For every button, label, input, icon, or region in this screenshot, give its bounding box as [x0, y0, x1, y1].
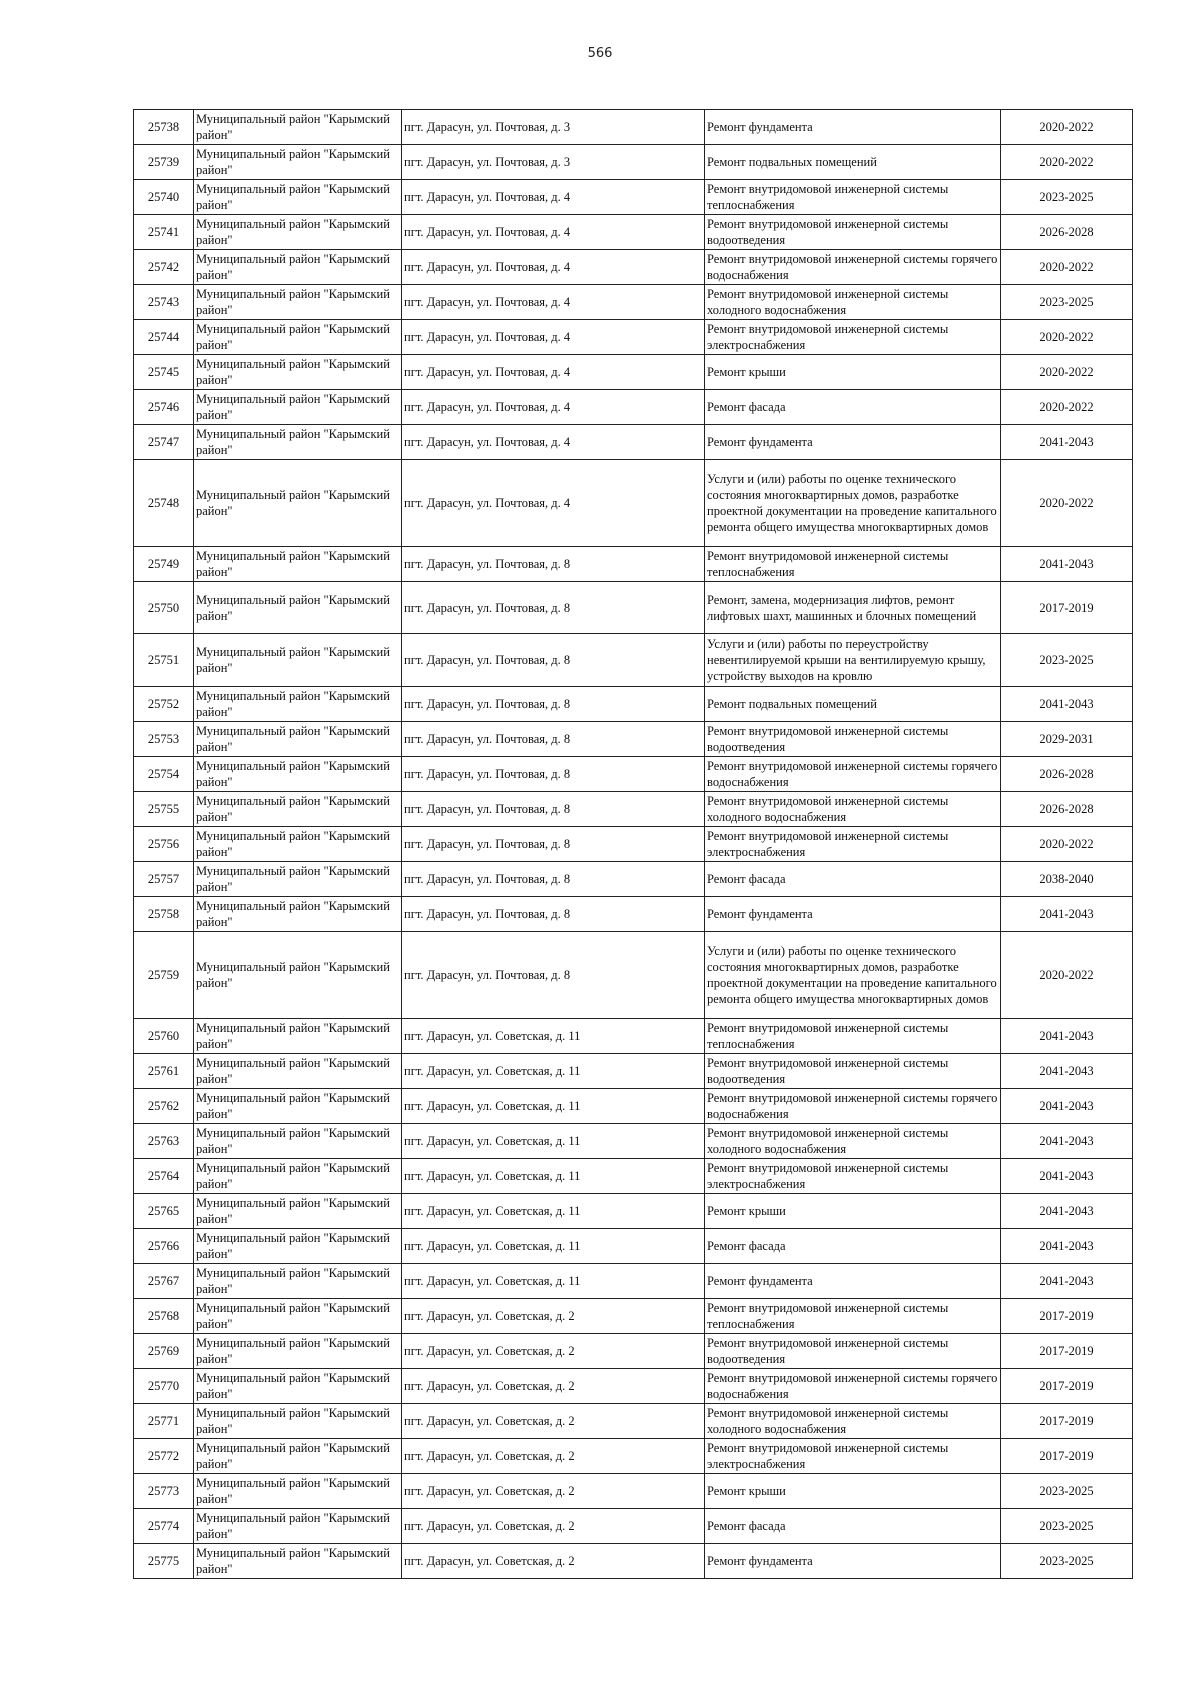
- work-type-cell: Ремонт фасада: [705, 1509, 1001, 1544]
- table-row: [134, 1229, 1133, 1264]
- row-number: 25748: [134, 460, 194, 547]
- address-cell: пгт. Дарасун, ул. Почтовая, д. 8: [402, 862, 705, 897]
- period-cell: 2038-2040: [1001, 862, 1133, 897]
- period-cell: 2020-2022: [1001, 110, 1133, 145]
- row-number: 25765: [134, 1194, 194, 1229]
- address-cell: пгт. Дарасун, ул. Почтовая, д. 8: [402, 792, 705, 827]
- table-row: [134, 1334, 1133, 1369]
- address-cell: пгт. Дарасун, ул. Почтовая, д. 3: [402, 110, 705, 145]
- table-row: [134, 634, 1133, 687]
- work-type-cell: Ремонт внутридомовой инженерной системы горячего водоснабжения: [705, 757, 1001, 792]
- work-type-cell: Ремонт внутридомовой инженерной системы водоотведения: [705, 1054, 1001, 1089]
- period-cell: 2023-2025: [1001, 634, 1133, 687]
- period-cell: 2023-2025: [1001, 1474, 1133, 1509]
- row-number: 25743: [134, 285, 194, 320]
- table-row: [134, 722, 1133, 757]
- table-row: [134, 1159, 1133, 1194]
- table-row: [134, 320, 1133, 355]
- row-number: 25756: [134, 827, 194, 862]
- municipality-cell: Муниципальный район "Карымский район": [194, 1474, 402, 1509]
- municipality-cell: Муниципальный район "Карымский район": [194, 1544, 402, 1579]
- table-row: [134, 582, 1133, 634]
- period-cell: 2041-2043: [1001, 1264, 1133, 1299]
- municipality-cell: Муниципальный район "Карымский район": [194, 722, 402, 757]
- work-type-cell: Ремонт внутридомовой инженерной системы горячего водоснабжения: [705, 250, 1001, 285]
- municipality-cell: Муниципальный район "Карымский район": [194, 862, 402, 897]
- work-type-cell: Ремонт фундамента: [705, 1544, 1001, 1579]
- period-cell: 2041-2043: [1001, 425, 1133, 460]
- row-number: 25772: [134, 1439, 194, 1474]
- address-cell: пгт. Дарасун, ул. Советская, д. 11: [402, 1159, 705, 1194]
- work-type-cell: Ремонт подвальных помещений: [705, 145, 1001, 180]
- table-row: [134, 180, 1133, 215]
- row-number: 25744: [134, 320, 194, 355]
- work-type-cell: Ремонт внутридомовой инженерной системы электроснабжения: [705, 1439, 1001, 1474]
- work-type-cell: Услуги и (или) работы по оценке технического состояния многоквартирных домов, разработке проектной документации на проведение капитального ремонта общего имущества многоквартирных домов: [705, 460, 1001, 547]
- row-number: 25747: [134, 425, 194, 460]
- work-type-cell: Ремонт внутридомовой инженерной системы холодного водоснабжения: [705, 285, 1001, 320]
- municipality-cell: Муниципальный район "Карымский район": [194, 1439, 402, 1474]
- address-cell: пгт. Дарасун, ул. Советская, д. 11: [402, 1089, 705, 1124]
- table-row: [134, 1369, 1133, 1404]
- municipality-cell: Муниципальный район "Карымский район": [194, 355, 402, 390]
- address-cell: пгт. Дарасун, ул. Советская, д. 11: [402, 1054, 705, 1089]
- period-cell: 2017-2019: [1001, 1404, 1133, 1439]
- row-number: 25751: [134, 634, 194, 687]
- municipality-cell: Муниципальный район "Карымский район": [194, 1159, 402, 1194]
- period-cell: 2020-2022: [1001, 460, 1133, 547]
- municipality-cell: Муниципальный район "Карымский район": [194, 897, 402, 932]
- table-row: [134, 1299, 1133, 1334]
- period-cell: 2026-2028: [1001, 792, 1133, 827]
- address-cell: пгт. Дарасун, ул. Почтовая, д. 4: [402, 285, 705, 320]
- table-row: [134, 897, 1133, 932]
- page-number: 566: [587, 46, 613, 61]
- row-number: 25767: [134, 1264, 194, 1299]
- table-row: [134, 250, 1133, 285]
- address-cell: пгт. Дарасун, ул. Почтовая, д. 8: [402, 582, 705, 634]
- municipality-cell: Муниципальный район "Карымский район": [194, 827, 402, 862]
- address-cell: пгт. Дарасун, ул. Почтовая, д. 8: [402, 827, 705, 862]
- municipality-cell: Муниципальный район "Карымский район": [194, 425, 402, 460]
- table-row: [134, 425, 1133, 460]
- address-cell: пгт. Дарасун, ул. Почтовая, д. 4: [402, 215, 705, 250]
- work-type-cell: Ремонт внутридомовой инженерной системы холодного водоснабжения: [705, 792, 1001, 827]
- row-number: 25769: [134, 1334, 194, 1369]
- work-type-cell: Ремонт внутридомовой инженерной системы теплоснабжения: [705, 1299, 1001, 1334]
- work-type-cell: Услуги и (или) работы по оценке технического состояния многоквартирных домов, разработке проектной документации на проведение капитального ремонта общего имущества многоквартирных домов: [705, 932, 1001, 1019]
- municipality-cell: Муниципальный район "Карымский район": [194, 460, 402, 547]
- address-cell: пгт. Дарасун, ул. Советская, д. 2: [402, 1509, 705, 1544]
- period-cell: 2020-2022: [1001, 390, 1133, 425]
- address-cell: пгт. Дарасун, ул. Почтовая, д. 4: [402, 250, 705, 285]
- row-number: 25745: [134, 355, 194, 390]
- work-type-cell: Ремонт внутридомовой инженерной системы холодного водоснабжения: [705, 1124, 1001, 1159]
- work-type-cell: Ремонт подвальных помещений: [705, 687, 1001, 722]
- municipality-cell: Муниципальный район "Карымский район": [194, 1019, 402, 1054]
- address-cell: пгт. Дарасун, ул. Почтовая, д. 8: [402, 932, 705, 1019]
- table-row: [134, 1019, 1133, 1054]
- municipality-cell: Муниципальный район "Карымский район": [194, 215, 402, 250]
- row-number: 25754: [134, 757, 194, 792]
- municipality-cell: Муниципальный район "Карымский район": [194, 792, 402, 827]
- table-row: [134, 827, 1133, 862]
- period-cell: 2041-2043: [1001, 1229, 1133, 1264]
- work-type-cell: Услуги и (или) работы по переустройству невентилируемой крыши на вентилируемую крышу, устройству выходов на кровлю: [705, 634, 1001, 687]
- row-number: 25738: [134, 110, 194, 145]
- period-cell: 2023-2025: [1001, 1544, 1133, 1579]
- row-number: 25740: [134, 180, 194, 215]
- table-row: [134, 547, 1133, 582]
- address-cell: пгт. Дарасун, ул. Советская, д. 2: [402, 1544, 705, 1579]
- address-cell: пгт. Дарасун, ул. Советская, д. 11: [402, 1019, 705, 1054]
- table-row: [134, 862, 1133, 897]
- address-cell: пгт. Дарасун, ул. Почтовая, д. 4: [402, 460, 705, 547]
- row-number: 25771: [134, 1404, 194, 1439]
- work-type-cell: Ремонт внутридомовой инженерной системы водоотведения: [705, 1334, 1001, 1369]
- row-number: 25742: [134, 250, 194, 285]
- row-number: 25749: [134, 547, 194, 582]
- row-number: 25758: [134, 897, 194, 932]
- period-cell: 2041-2043: [1001, 897, 1133, 932]
- period-cell: 2020-2022: [1001, 932, 1133, 1019]
- address-cell: пгт. Дарасун, ул. Советская, д. 11: [402, 1124, 705, 1159]
- row-number: 25763: [134, 1124, 194, 1159]
- municipality-cell: Муниципальный район "Карымский район": [194, 145, 402, 180]
- address-cell: пгт. Дарасун, ул. Почтовая, д. 4: [402, 355, 705, 390]
- municipality-cell: Муниципальный район "Карымский район": [194, 320, 402, 355]
- table-row: [134, 932, 1133, 1019]
- municipality-cell: Муниципальный район "Карымский район": [194, 1299, 402, 1334]
- table-row: [134, 145, 1133, 180]
- work-type-cell: Ремонт внутридомовой инженерной системы горячего водоснабжения: [705, 1369, 1001, 1404]
- address-cell: пгт. Дарасун, ул. Советская, д. 2: [402, 1474, 705, 1509]
- period-cell: 2017-2019: [1001, 582, 1133, 634]
- row-number: 25755: [134, 792, 194, 827]
- municipality-cell: Муниципальный район "Карымский район": [194, 687, 402, 722]
- period-cell: 2020-2022: [1001, 355, 1133, 390]
- table-row: [134, 460, 1133, 547]
- address-cell: пгт. Дарасун, ул. Почтовая, д. 8: [402, 634, 705, 687]
- address-cell: пгт. Дарасун, ул. Советская, д. 11: [402, 1194, 705, 1229]
- municipality-cell: Муниципальный район "Карымский район": [194, 1054, 402, 1089]
- address-cell: пгт. Дарасун, ул. Почтовая, д. 4: [402, 180, 705, 215]
- period-cell: 2023-2025: [1001, 180, 1133, 215]
- work-type-cell: Ремонт внутридомовой инженерной системы водоотведения: [705, 215, 1001, 250]
- period-cell: 2020-2022: [1001, 145, 1133, 180]
- row-number: 25770: [134, 1369, 194, 1404]
- table-row: [134, 1194, 1133, 1229]
- address-cell: пгт. Дарасун, ул. Советская, д. 2: [402, 1369, 705, 1404]
- period-cell: 2017-2019: [1001, 1299, 1133, 1334]
- municipality-cell: Муниципальный район "Карымский район": [194, 582, 402, 634]
- municipality-cell: Муниципальный район "Карымский район": [194, 634, 402, 687]
- row-number: 25746: [134, 390, 194, 425]
- row-number: 25752: [134, 687, 194, 722]
- work-type-cell: Ремонт фундамента: [705, 1264, 1001, 1299]
- address-cell: пгт. Дарасун, ул. Почтовая, д. 8: [402, 897, 705, 932]
- work-type-cell: Ремонт фундамента: [705, 110, 1001, 145]
- table-row: [134, 355, 1133, 390]
- table-row: [134, 1264, 1133, 1299]
- period-cell: 2029-2031: [1001, 722, 1133, 757]
- municipality-cell: Муниципальный район "Карымский район": [194, 547, 402, 582]
- address-cell: пгт. Дарасун, ул. Почтовая, д. 8: [402, 722, 705, 757]
- table-row: [134, 1474, 1133, 1509]
- address-cell: пгт. Дарасун, ул. Советская, д. 2: [402, 1334, 705, 1369]
- table-row: [134, 1439, 1133, 1474]
- work-type-cell: Ремонт внутридомовой инженерной системы холодного водоснабжения: [705, 1404, 1001, 1439]
- period-cell: 2041-2043: [1001, 1054, 1133, 1089]
- address-cell: пгт. Дарасун, ул. Советская, д. 11: [402, 1264, 705, 1299]
- table-row: [134, 215, 1133, 250]
- municipality-cell: Муниципальный район "Карымский район": [194, 1334, 402, 1369]
- row-number: 25759: [134, 932, 194, 1019]
- address-cell: пгт. Дарасун, ул. Советская, д. 2: [402, 1439, 705, 1474]
- work-type-cell: Ремонт внутридомовой инженерной системы электроснабжения: [705, 320, 1001, 355]
- table-row: [134, 110, 1133, 145]
- period-cell: 2041-2043: [1001, 1194, 1133, 1229]
- table-row: [134, 1124, 1133, 1159]
- period-cell: 2020-2022: [1001, 250, 1133, 285]
- municipality-cell: Муниципальный район "Карымский район": [194, 1404, 402, 1439]
- work-type-cell: Ремонт крыши: [705, 1474, 1001, 1509]
- row-number: 25750: [134, 582, 194, 634]
- address-cell: пгт. Дарасун, ул. Почтовая, д. 8: [402, 757, 705, 792]
- work-type-cell: Ремонт внутридомовой инженерной системы электроснабжения: [705, 1159, 1001, 1194]
- work-type-cell: Ремонт фундамента: [705, 897, 1001, 932]
- row-number: 25773: [134, 1474, 194, 1509]
- row-number: 25753: [134, 722, 194, 757]
- row-number: 25741: [134, 215, 194, 250]
- period-cell: 2041-2043: [1001, 1089, 1133, 1124]
- period-cell: 2026-2028: [1001, 215, 1133, 250]
- address-cell: пгт. Дарасун, ул. Советская, д. 11: [402, 1229, 705, 1264]
- municipality-cell: Муниципальный район "Карымский район": [194, 250, 402, 285]
- municipality-cell: Муниципальный район "Карымский район": [194, 1124, 402, 1159]
- row-number: 25760: [134, 1019, 194, 1054]
- municipality-cell: Муниципальный район "Карымский район": [194, 1369, 402, 1404]
- period-cell: 2023-2025: [1001, 1509, 1133, 1544]
- row-number: 25768: [134, 1299, 194, 1334]
- municipality-cell: Муниципальный район "Карымский район": [194, 1509, 402, 1544]
- period-cell: 2026-2028: [1001, 757, 1133, 792]
- row-number: 25739: [134, 145, 194, 180]
- municipality-cell: Муниципальный район "Карымский район": [194, 1264, 402, 1299]
- address-cell: пгт. Дарасун, ул. Почтовая, д. 8: [402, 547, 705, 582]
- period-cell: 2041-2043: [1001, 1019, 1133, 1054]
- work-type-cell: Ремонт крыши: [705, 355, 1001, 390]
- table-body: [134, 110, 1133, 1579]
- table-row: [134, 1089, 1133, 1124]
- municipality-cell: Муниципальный район "Карымский район": [194, 932, 402, 1019]
- address-cell: пгт. Дарасун, ул. Советская, д. 2: [402, 1404, 705, 1439]
- period-cell: 2017-2019: [1001, 1439, 1133, 1474]
- row-number: 25774: [134, 1509, 194, 1544]
- table-row: [134, 687, 1133, 722]
- period-cell: 2023-2025: [1001, 285, 1133, 320]
- row-number: 25775: [134, 1544, 194, 1579]
- address-cell: пгт. Дарасун, ул. Почтовая, д. 3: [402, 145, 705, 180]
- municipality-cell: Муниципальный район "Карымский район": [194, 1194, 402, 1229]
- work-type-cell: Ремонт внутридомовой инженерной системы горячего водоснабжения: [705, 1089, 1001, 1124]
- work-type-cell: Ремонт внутридомовой инженерной системы теплоснабжения: [705, 547, 1001, 582]
- work-type-cell: Ремонт внутридомовой инженерной системы теплоснабжения: [705, 1019, 1001, 1054]
- municipality-cell: Муниципальный район "Карымский район": [194, 390, 402, 425]
- table-row: [134, 792, 1133, 827]
- row-number: 25764: [134, 1159, 194, 1194]
- municipality-cell: Муниципальный район "Карымский район": [194, 180, 402, 215]
- work-type-cell: Ремонт фундамента: [705, 425, 1001, 460]
- table-row: [134, 1404, 1133, 1439]
- municipality-cell: Муниципальный район "Карымский район": [194, 285, 402, 320]
- work-type-cell: Ремонт фасада: [705, 390, 1001, 425]
- period-cell: 2041-2043: [1001, 687, 1133, 722]
- period-cell: 2041-2043: [1001, 547, 1133, 582]
- table-row: [134, 390, 1133, 425]
- period-cell: 2017-2019: [1001, 1369, 1133, 1404]
- row-number: 25757: [134, 862, 194, 897]
- row-number: 25761: [134, 1054, 194, 1089]
- period-cell: 2041-2043: [1001, 1159, 1133, 1194]
- table-row: [134, 1054, 1133, 1089]
- municipality-cell: Муниципальный район "Карымский район": [194, 757, 402, 792]
- address-cell: пгт. Дарасун, ул. Советская, д. 2: [402, 1299, 705, 1334]
- period-cell: 2020-2022: [1001, 827, 1133, 862]
- address-cell: пгт. Дарасун, ул. Почтовая, д. 4: [402, 390, 705, 425]
- work-type-cell: Ремонт внутридомовой инженерной системы теплоснабжения: [705, 180, 1001, 215]
- row-number: 25762: [134, 1089, 194, 1124]
- work-type-cell: Ремонт внутридомовой инженерной системы электроснабжения: [705, 827, 1001, 862]
- period-cell: 2041-2043: [1001, 1124, 1133, 1159]
- work-type-cell: Ремонт фасада: [705, 862, 1001, 897]
- row-number: 25766: [134, 1229, 194, 1264]
- table-row: [134, 757, 1133, 792]
- address-cell: пгт. Дарасун, ул. Почтовая, д. 8: [402, 687, 705, 722]
- table-row: [134, 1544, 1133, 1579]
- work-type-cell: Ремонт внутридомовой инженерной системы водоотведения: [705, 722, 1001, 757]
- work-type-cell: Ремонт фасада: [705, 1229, 1001, 1264]
- table-row: [134, 1509, 1133, 1544]
- work-type-cell: Ремонт крыши: [705, 1194, 1001, 1229]
- address-cell: пгт. Дарасун, ул. Почтовая, д. 4: [402, 320, 705, 355]
- municipality-cell: Муниципальный район "Карымский район": [194, 110, 402, 145]
- address-cell: пгт. Дарасун, ул. Почтовая, д. 4: [402, 425, 705, 460]
- period-cell: 2017-2019: [1001, 1334, 1133, 1369]
- work-type-cell: Ремонт, замена, модернизация лифтов, ремонт лифтовых шахт, машинных и блочных помещений: [705, 582, 1001, 634]
- repair-schedule-table: [133, 109, 1133, 1579]
- period-cell: 2020-2022: [1001, 320, 1133, 355]
- municipality-cell: Муниципальный район "Карымский район": [194, 1089, 402, 1124]
- table-row: [134, 285, 1133, 320]
- municipality-cell: Муниципальный район "Карымский район": [194, 1229, 402, 1264]
